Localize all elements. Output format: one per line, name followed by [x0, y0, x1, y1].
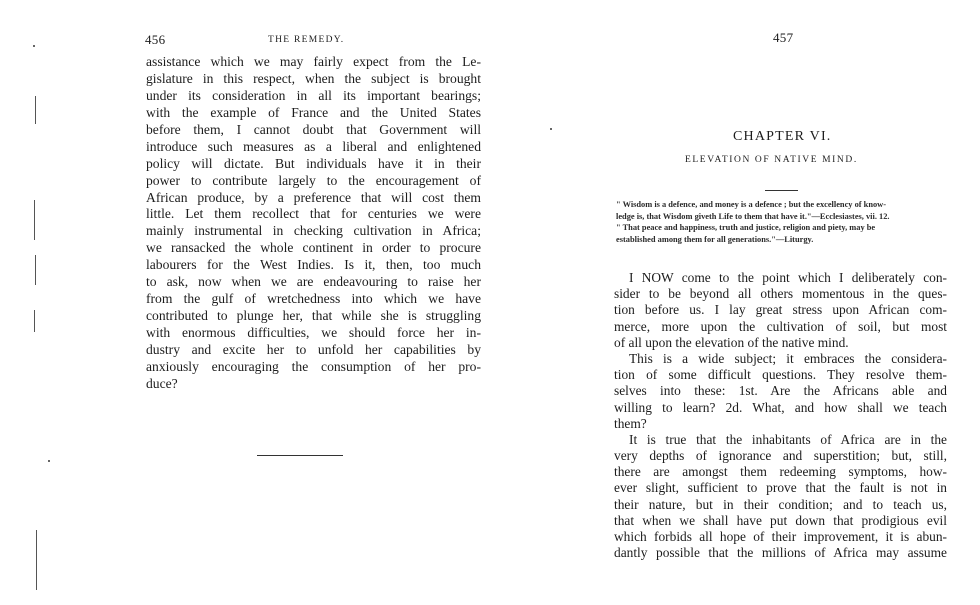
paragraph-line: little. Let them recollect that for centuries we were: [146, 206, 481, 222]
paragraph-line: mainly instrumental in checking cultivation in Africa;: [146, 223, 481, 239]
paragraph-line: with the example of France and the United States: [146, 104, 481, 120]
body-line: very depths of ignorance and superstition; but, still,: [614, 448, 947, 464]
body-line: I NOW come to the point which I deliberately con-: [629, 270, 947, 285]
body-line: there are amongst them redeeming symptoms, how-: [614, 464, 947, 480]
paragraph-line: policy will dictate. But individuals have it in their: [146, 155, 481, 171]
epigraph-line: ledge is, that Wisdom giveth Life to them that have it."—Ecclesiastes, vii. 12.: [616, 211, 890, 221]
body-line: It is true that the inhabitants of Africa are in the: [629, 431, 947, 447]
body-line: willing to learn? 2d. What, and how shall we teach: [614, 399, 947, 415]
right-page-body: [614, 270, 947, 561]
paragraph-line: under its consideration in all its important bearings;: [146, 87, 481, 103]
paragraph-line: introduce such measures as a liberal and enlightened: [146, 138, 481, 154]
body-line: merce, more upon the cultivation of soil, but most: [614, 318, 947, 334]
paragraph-line: from the gulf of wretchedness into which we have: [146, 291, 481, 307]
paragraph-line: before them, I cannot doubt that Government will: [146, 121, 481, 137]
paragraph-line: duce?: [146, 375, 178, 391]
chapter-epigraph: [616, 199, 951, 245]
paragraph-line: assistance which we may fairly expect from the Le-: [146, 54, 481, 69]
body-line: that when we shall have put down that prodigious evil: [614, 512, 947, 528]
body-line: selves into these: 1st. Are the Africans able and: [614, 383, 947, 399]
epigraph-line: established among them for all generations."—Liturgy.: [616, 234, 814, 244]
body-line: This is a wide subject; it embraces the considera-: [629, 350, 947, 366]
body-line: which forbids all hope of their improvement, it is abun-: [614, 529, 947, 544]
paragraph-line: to ask, now when we are endeavouring to raise her: [146, 274, 481, 290]
paragraph-line: dustry and excite her to unfold her capabilities by: [146, 341, 481, 357]
body-line: them?: [614, 415, 647, 431]
paragraph-line: with enormous difficulties, we should force her in-: [146, 325, 481, 340]
right-page-number: 457: [773, 30, 794, 45]
chapter-subtitle: ELEVATION OF NATIVE MIND.: [685, 155, 858, 165]
body-line: sider to be beyond all others momentous in the ques-: [614, 286, 947, 302]
paragraph-line: power to contribute largely to the encouragement of: [146, 172, 481, 188]
epigraph-line: " That peace and happiness, truth and justice, religion and piety, may be: [616, 223, 876, 232]
paragraph-line: labourers for the West Indies. Is it, then, too much: [146, 257, 481, 273]
paragraph-line: contributed to plunge her, that while she is struggling: [146, 308, 481, 324]
body-line: of all upon the elevation of the native mind.: [614, 334, 849, 350]
body-line: tion before us. I lay great stress upon African com-: [614, 302, 947, 318]
epigraph-line: " Wisdom is a defence, and money is a defence ; but the excellency of know-: [616, 200, 886, 209]
left-page-number: 456: [145, 32, 166, 47]
left-page-paragraph: [146, 54, 481, 393]
body-line: ever slight, sufficient to prove that the fault is not in: [614, 480, 947, 496]
paragraph-line: we ransacked the whole continent in order to procure: [146, 240, 481, 256]
paragraph-line: African produce, by a preference that will cost them: [146, 189, 481, 205]
section-end-rule: [257, 455, 343, 456]
body-line: their nature, but in their condition; and to teach us,: [614, 496, 947, 512]
paragraph-line: gislature in this respect, when the subject is brought: [146, 70, 481, 86]
chapter-title: CHAPTER VI.: [733, 129, 832, 144]
right-page: [560, 0, 980, 605]
paragraph-line: anxiously encouraging the consumption of her pro-: [146, 358, 481, 374]
body-line: tion of some difficult questions. They resolve them-: [614, 367, 947, 383]
running-head: THE REMEDY.: [268, 35, 345, 45]
body-line: dantly possible that the millions of Africa may assume: [614, 545, 947, 561]
chapter-rule: [765, 190, 798, 191]
